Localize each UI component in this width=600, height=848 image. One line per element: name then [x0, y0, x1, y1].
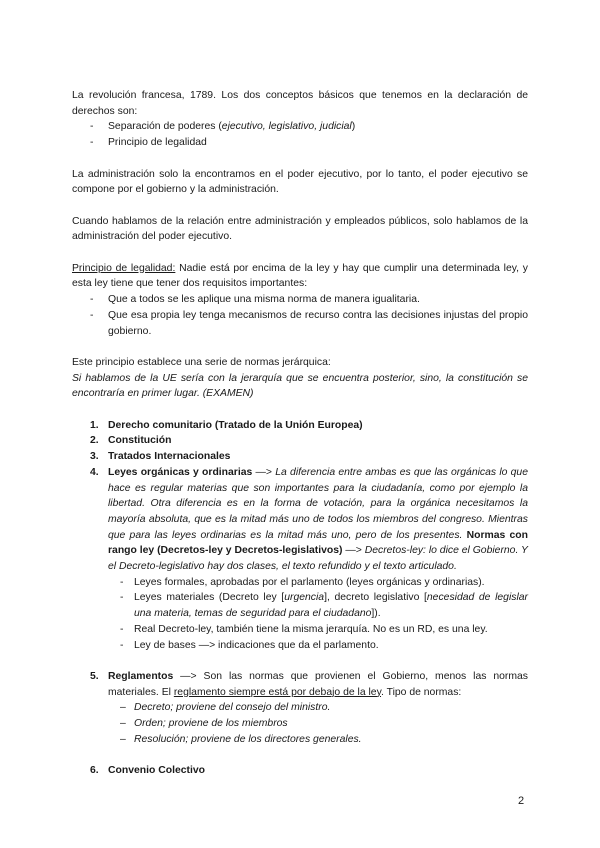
list-item: – Orden; proviene de los miembros [108, 716, 528, 732]
normas-list-end [72, 763, 528, 779]
legalidad-label: Principio de legalidad: [72, 262, 176, 274]
list-item: - Leyes formales, aprobadas por el parlamento (leyes orgánicas y ordinarias). [108, 575, 528, 591]
list-item: – Resolución; proviene de los directores generales. [108, 732, 528, 748]
legalidad-paragraph: Principio de legalidad: Nadie está por encima de la ley y hay que cumplir una determinada ley, y esta ley tiene que tener dos requisitos importantes: [72, 262, 528, 290]
list-item: - Que esa propia ley tenga mecanismos de recurso contra las decisiones injustas del propio gobierno. [72, 308, 528, 339]
list-item: - Principio de legalidad [72, 135, 528, 151]
list-item: – Decreto; proviene del consejo del ministro. [108, 700, 528, 716]
requisitos-list [72, 292, 528, 339]
relacion-paragraph: Cuando hablamos de la relación entre administración y empleados públicos, solo hablamos de la administración del poder ejecutivo. [72, 215, 528, 243]
list-item: 5. Reglamentos —> Son las normas que provienen el Gobierno, menos las normas materiales. El reglamento siempre está por debajo de la ley. Tipo de normas: – Decreto; proviene del consejo del ministro. – Orden; proviene de los miembros – Resolución; proviene de los directores generales. [72, 669, 528, 748]
leyes-sublist [108, 575, 528, 654]
normas-list [72, 418, 528, 654]
list-item: - Real Decreto-ley, también tiene la misma jerarquía. No es un RD, es una ley. [108, 622, 528, 638]
list-item: 6. Convenio Colectivo [90, 765, 205, 777]
conceptos-list [72, 119, 528, 150]
ue-note: Si hablamos de la UE sería con la jerarquía que se encuentra posterior, sino, la constitución se encontraría en primer lugar. (EXAMEN) [72, 372, 528, 400]
list-item: 2. Constitución [90, 435, 172, 447]
list-item: - Ley de bases —> indicaciones que da el parlamento. [108, 638, 528, 654]
intro-paragraph: La revolución francesa, 1789. Los dos conceptos básicos que tenemos en la declaración de derechos son: [72, 90, 528, 117]
normas-list-cont [72, 669, 528, 748]
jerarquia-paragraph: Este principio establece una serie de normas jerárquica: [72, 356, 331, 368]
page-number: 2 [518, 795, 525, 807]
list-item: - Que a todos se les aplique una misma norma de manera igualitaria. [72, 292, 528, 308]
list-item: 3. Tratados Internacionales [90, 451, 231, 463]
reglamentos-sublist [108, 700, 528, 747]
list-item: - Leyes materiales (Decreto ley [urgencia], decreto legislativo [necesidad de legislar una materia, temas de seguridad para el ciudadano]). [108, 590, 528, 621]
list-item: - Separación de poderes (ejecutivo, legislativo, judicial) [72, 119, 528, 135]
document-page [72, 88, 528, 779]
administracion-paragraph: La administración solo la encontramos en el poder ejecutivo, por lo tanto, el poder ejecutivo se compone por el gobierno y la administración. [72, 168, 528, 196]
list-item: 1. Derecho comunitario (Tratado de la Unión Europea) [90, 419, 363, 431]
list-item: 4. Leyes orgánicas y ordinarias —> La diferencia entre ambas es que las orgánicas lo que hace es regular materias que son importantes para la ciudadanía, como por ejemplo la libertad. Otra diferencia es en la forma de votación, para la orgánica necesitamos la mayoría absoluta, que es la mitad más uno de todos los miembros del congreso. Mientras que para las leyes ordinarias es la mitad más uno, pero de los presentes. Normas con rango ley (Decretos-ley y Decretos-legislativos) —> Decretos-ley: lo dice el Gobierno. Y el Decreto-legislativo hay dos clases, el texto refundido y el texto articulado. - Leyes formales, aprobadas por el parlamento (leyes orgánicas y ordinarias). - Leyes materiales (Decreto ley [urgencia], decreto legislativo [necesidad de legislar una materia, temas de seguridad para el ciudadano]). - Real Decreto-ley, también tiene la misma jerarquía. No es un RD, es una ley. - Ley de bases —> indicaciones que da el parlamento. [72, 465, 528, 653]
